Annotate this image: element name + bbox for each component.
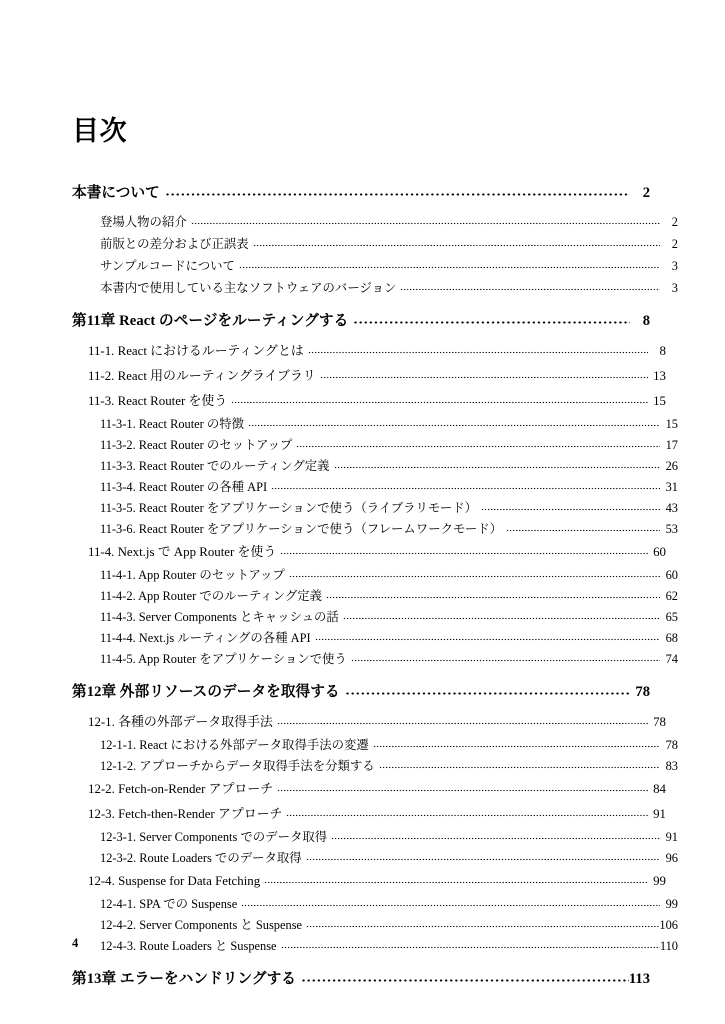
toc-entry[interactable] bbox=[88, 710, 666, 735]
toc-entry[interactable] bbox=[100, 756, 678, 777]
toc-entry-label: 11-4-3. Server Components とキャッシュの話 bbox=[100, 610, 339, 624]
toc-dot-leader bbox=[373, 741, 660, 749]
toc-dot-leader bbox=[331, 833, 660, 841]
toc-entry-label: 12-1-2. アプローチからデータ取得手法を分類する bbox=[100, 759, 375, 773]
toc-entry[interactable] bbox=[100, 848, 678, 869]
toc-entry-page-number: 65 bbox=[665, 610, 678, 624]
toc-entry-page-number: 60 bbox=[665, 568, 678, 582]
toc-entry-page-number: 68 bbox=[665, 631, 678, 645]
toc-entry[interactable] bbox=[100, 915, 678, 936]
toc-dot-leader bbox=[296, 441, 660, 449]
toc-dot-leader bbox=[320, 372, 648, 380]
toc-entry-label: 11-2. React 用のルーティングライブラリ bbox=[88, 369, 316, 383]
toc-entry-label: 12-4-3. Route Loaders と Suspense bbox=[100, 939, 277, 953]
page-title: 目次 bbox=[72, 116, 127, 147]
toc-entry-page-number: 106 bbox=[659, 918, 678, 932]
toc-dot-leader bbox=[281, 942, 660, 950]
toc-dot-leader bbox=[191, 217, 660, 225]
toc-entry-page-number: 2 bbox=[671, 237, 678, 251]
toc-entry[interactable] bbox=[88, 777, 666, 802]
toc-entry[interactable] bbox=[72, 306, 650, 336]
toc-entry[interactable] bbox=[100, 435, 678, 456]
toc-entry-label: 11-4-5. App Router をアプリケーションで使う bbox=[100, 652, 347, 666]
toc-entry[interactable] bbox=[88, 339, 666, 364]
toc-entry-page-number: 99 bbox=[665, 897, 678, 911]
toc-entry-label: 12-4. Suspense for Data Fetching bbox=[88, 874, 261, 888]
toc-dot-leader bbox=[343, 613, 660, 621]
toc-dot-leader bbox=[289, 571, 660, 579]
toc-entry-page-number: 3 bbox=[671, 259, 678, 273]
toc-entry-label: 12-1. 各種の外部データ取得手法 bbox=[88, 715, 273, 729]
toc-entry-page-number: 26 bbox=[665, 459, 678, 473]
toc-entry-label: 11-1. React におけるルーティングとは bbox=[88, 344, 304, 358]
toc-dot-leader bbox=[301, 973, 629, 983]
toc-entry-label: 11-3. React Router を使う bbox=[88, 394, 228, 408]
toc-entry[interactable] bbox=[100, 894, 678, 915]
toc-entry-label: 本書について bbox=[72, 185, 160, 201]
folio-page-number: 4 bbox=[72, 936, 79, 950]
toc-entry-label: 11-3-5. React Router をアプリケーションで使う（ライブラリモード） bbox=[100, 501, 478, 515]
toc-entry-page-number: 8 bbox=[659, 344, 666, 358]
toc-entry-page-number: 91 bbox=[665, 830, 678, 844]
toc-dot-leader bbox=[345, 686, 630, 696]
toc-entry-label: 11-3-3. React Router でのルーティング定義 bbox=[100, 459, 330, 473]
toc-dot-leader bbox=[326, 592, 660, 600]
toc-entry-label: 12-3. Fetch-then-Render アプローチ bbox=[88, 807, 283, 821]
toc-dot-leader bbox=[306, 854, 660, 862]
toc-entry-page-number: 15 bbox=[653, 394, 666, 408]
toc-entry-label: 本書内で使用している主なソフトウェアのバージョン bbox=[100, 281, 397, 295]
toc-entry[interactable] bbox=[100, 277, 678, 299]
toc-entry-label: 11-3-1. React Router の特徴 bbox=[100, 417, 245, 431]
toc-entry-label: 第12章 外部リソースのデータを取得する bbox=[72, 684, 340, 700]
toc-entry-label: 11-4-1. App Router のセットアップ bbox=[100, 568, 285, 582]
toc-entry-page-number: 62 bbox=[665, 589, 678, 603]
toc-dot-leader bbox=[264, 877, 648, 885]
toc-entry[interactable] bbox=[100, 414, 678, 435]
toc-entry[interactable] bbox=[88, 802, 666, 827]
toc-entry[interactable] bbox=[100, 255, 678, 277]
toc-entry[interactable] bbox=[100, 519, 678, 540]
toc-entry-label: 11-4-2. App Router でのルーティング定義 bbox=[100, 589, 323, 603]
toc-entry-page-number: 96 bbox=[665, 851, 678, 865]
toc-entry[interactable] bbox=[100, 735, 678, 756]
toc-entry-label: 11-3-6. React Router をアプリケーションで使う（フレームワークモード） bbox=[100, 522, 503, 536]
toc-entry[interactable] bbox=[100, 607, 678, 628]
toc-dot-leader bbox=[334, 462, 660, 470]
toc-entry-page-number: 53 bbox=[665, 522, 678, 536]
toc-entry-page-number: 31 bbox=[665, 480, 678, 494]
toc-entry-label: 12-4-2. Server Components と Suspense bbox=[100, 918, 303, 932]
toc-dot-leader bbox=[315, 634, 660, 642]
toc-dot-leader bbox=[353, 315, 630, 325]
toc-dot-leader bbox=[506, 525, 660, 533]
toc-dot-leader bbox=[286, 810, 648, 818]
toc-entry-label: 11-4. Next.js で App Router を使う bbox=[88, 545, 277, 559]
toc-dot-leader bbox=[277, 785, 648, 793]
toc-entry[interactable] bbox=[100, 936, 678, 957]
toc-entry-page-number: 13 bbox=[653, 369, 666, 383]
toc-entry[interactable] bbox=[88, 540, 666, 565]
toc-entry-label: 12-1-1. React における外部データ取得手法の変遷 bbox=[100, 738, 369, 752]
toc-entry[interactable] bbox=[100, 628, 678, 649]
toc-entry-page-number: 3 bbox=[671, 281, 678, 295]
toc-dot-leader bbox=[481, 504, 660, 512]
toc-entry[interactable] bbox=[88, 389, 666, 414]
toc-dot-leader bbox=[351, 655, 660, 663]
toc-entry-label: 12-3-1. Server Components でのデータ取得 bbox=[100, 830, 328, 844]
toc-entry-page-number: 78 bbox=[653, 715, 666, 729]
toc-entry-page-number: 113 bbox=[628, 971, 650, 987]
toc-entry-page-number: 43 bbox=[665, 501, 678, 515]
toc-dot-leader bbox=[165, 187, 630, 197]
table-of-contents bbox=[72, 178, 678, 994]
toc-entry-label: 前版との差分および正誤表 bbox=[100, 237, 249, 251]
toc-entry-label: 11-3-2. React Router のセットアップ bbox=[100, 438, 293, 452]
toc-entry[interactable] bbox=[100, 211, 678, 233]
toc-dot-leader bbox=[231, 397, 648, 405]
toc-entry[interactable] bbox=[100, 498, 678, 519]
toc-entry-page-number: 2 bbox=[642, 185, 650, 201]
toc-dot-leader bbox=[280, 548, 648, 556]
toc-dot-leader bbox=[239, 261, 660, 269]
toc-dot-leader bbox=[248, 420, 660, 428]
toc-entry[interactable] bbox=[100, 565, 678, 586]
toc-entry[interactable] bbox=[88, 364, 666, 389]
toc-dot-leader bbox=[379, 762, 660, 770]
toc-dot-leader bbox=[308, 347, 648, 355]
toc-entry[interactable] bbox=[72, 677, 650, 707]
toc-entry-label: 第13章 エラーをハンドリングする bbox=[72, 971, 296, 987]
toc-entry-page-number: 99 bbox=[653, 874, 666, 888]
toc-entry-label: 12-4-1. SPA での Suspense bbox=[100, 897, 238, 911]
toc-entry-page-number: 84 bbox=[653, 782, 666, 796]
toc-dot-leader bbox=[400, 283, 660, 291]
toc-entry-page-number: 74 bbox=[665, 652, 678, 666]
toc-entry-page-number: 17 bbox=[665, 438, 678, 452]
toc-entry-page-number: 110 bbox=[659, 939, 678, 953]
toc-dot-leader bbox=[253, 239, 660, 247]
toc-entry[interactable] bbox=[100, 477, 678, 498]
toc-entry-page-number: 8 bbox=[642, 313, 650, 329]
toc-entry-label: サンプルコードについて bbox=[100, 259, 235, 273]
toc-entry-page-number: 2 bbox=[671, 215, 678, 229]
toc-entry-page-number: 78 bbox=[635, 684, 650, 700]
toc-dot-leader bbox=[306, 921, 659, 929]
toc-entry-page-number: 91 bbox=[653, 807, 666, 821]
toc-entry[interactable] bbox=[100, 827, 678, 848]
toc-entry-page-number: 15 bbox=[665, 417, 678, 431]
toc-entry[interactable] bbox=[100, 649, 678, 670]
toc-entry[interactable] bbox=[72, 178, 650, 208]
toc-entry-page-number: 78 bbox=[665, 738, 678, 752]
toc-entry-label: 12-3-2. Route Loaders でのデータ取得 bbox=[100, 851, 302, 865]
toc-entry-label: 11-3-4. React Router の各種 API bbox=[100, 480, 268, 494]
toc-entry-page-number: 60 bbox=[653, 545, 666, 559]
toc-entry[interactable] bbox=[88, 869, 666, 894]
toc-entry[interactable] bbox=[100, 586, 678, 607]
toc-entry-label: 第11章 React のページをルーティングする bbox=[72, 313, 349, 329]
toc-entry[interactable] bbox=[100, 456, 678, 477]
toc-entry[interactable] bbox=[100, 233, 678, 255]
toc-entry[interactable] bbox=[72, 964, 650, 994]
toc-entry-label: 12-2. Fetch-on-Render アプローチ bbox=[88, 782, 274, 796]
toc-entry-page-number: 83 bbox=[665, 759, 678, 773]
toc-entry-label: 登場人物の紹介 bbox=[100, 215, 187, 229]
toc-dot-leader bbox=[277, 718, 648, 726]
toc-dot-leader bbox=[271, 483, 660, 491]
toc-entry-label: 11-4-4. Next.js ルーティングの各種 API bbox=[100, 631, 311, 645]
toc-dot-leader bbox=[241, 900, 660, 908]
